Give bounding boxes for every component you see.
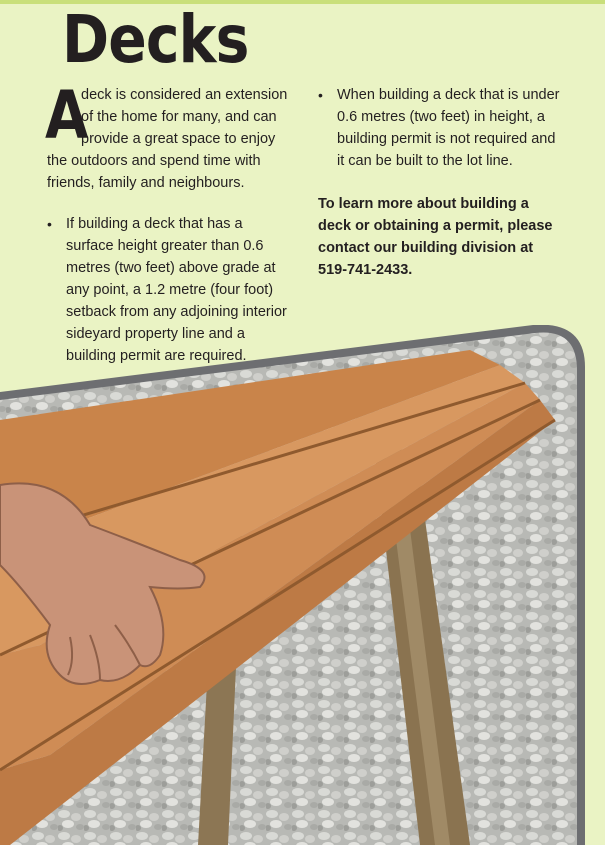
list-item	[318, 84, 563, 172]
intro-text: deck is considered an extension of the home for many, and can provide a great space to enjoy the outdoors and spend time with friends, family and neighbours.	[47, 87, 288, 191]
right-column	[318, 84, 563, 281]
bullet-text: If building a deck that has a surface height greater than 0.6 metres (two feet) above grade at any point, a 1.2 metre (four foot) setback from any adjoining interior sideyard property line and a building permit are required.	[66, 216, 287, 364]
bullet-text: When building a deck that is under 0.6 metres (two feet) in height, a building permit is not required and it can be built to the lot line.	[337, 87, 560, 169]
bullet-icon: •	[47, 216, 52, 232]
bullet-icon: •	[318, 87, 323, 103]
page-title: Decks	[62, 1, 249, 78]
contact-callout: To learn more about building a deck or obtaining a permit, please contact our building division at 519-741-2433.	[318, 196, 553, 278]
deck-photo-icon	[0, 325, 600, 845]
intro-paragraph	[45, 77, 292, 194]
right-bullet-list	[318, 84, 563, 172]
drop-cap: A	[45, 77, 89, 154]
